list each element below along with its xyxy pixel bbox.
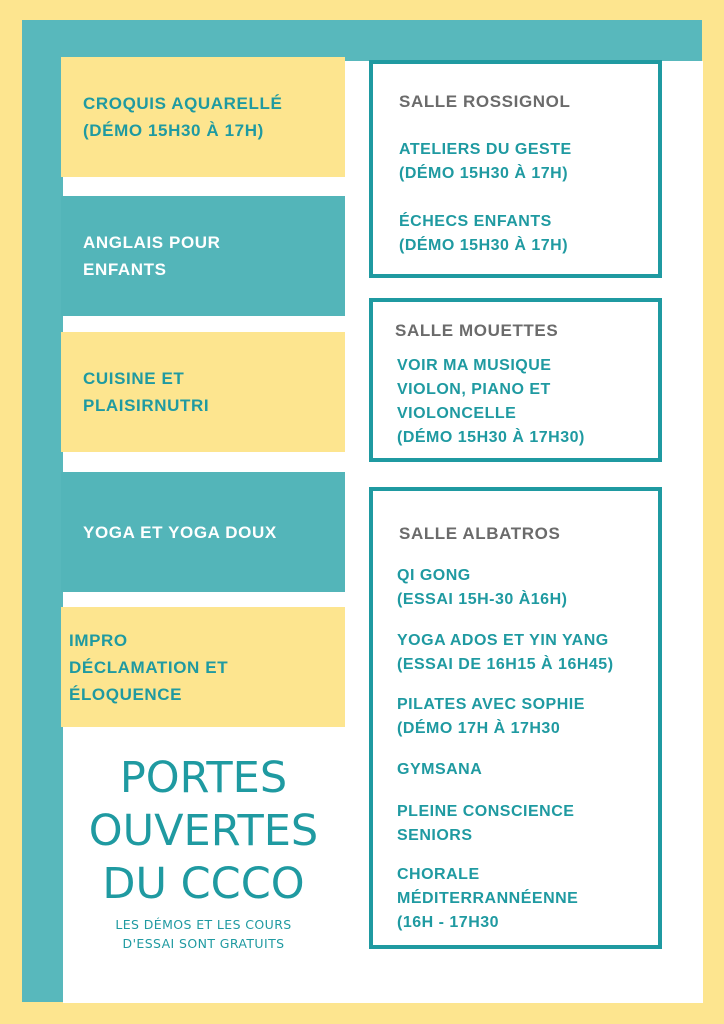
room-activity: ATELIERS DU GESTE (DÉMO 15H30 À 17H) (399, 141, 572, 182)
room-activity: QI GONG (ESSAI 15H-30 À16H) (397, 567, 568, 608)
room-title: SALLE ROSSIGNOL (399, 92, 571, 111)
room-box-albatros (369, 487, 662, 949)
room-activity: GYMSANA (397, 761, 483, 778)
room-activity: PLEINE CONSCIENCE SENIORS (397, 803, 575, 844)
activity-label: CUISINE ET PLAISIRNUTRI (83, 369, 210, 415)
room-title: SALLE MOUETTES (395, 321, 559, 340)
room-activity: VOIR MA MUSIQUE VIOLON, PIANO ET VIOLONCELLE (DÉMO 15H30 À 17H30) (397, 357, 585, 446)
activity-card-anglais (61, 196, 345, 316)
subtitle-line: LES DÉMOS ET LES COURS (115, 917, 292, 932)
title-line: PORTES (119, 753, 288, 803)
room-title: SALLE ALBATROS (399, 524, 561, 543)
activity-label: IMPRO DÉCLAMATION ET ÉLOQUENCE (69, 630, 229, 704)
title-line: OUVERTES (88, 806, 319, 856)
activity-card-yoga (61, 472, 345, 592)
poster-title (61, 752, 346, 911)
title-line: DU CCCO (102, 859, 305, 909)
activity-label: YOGA ET YOGA DOUX (83, 522, 277, 542)
room-activity: CHORALE MÉDITERRANNÉENNE (16H - 17H30 (397, 866, 579, 931)
activity-card-cuisine (61, 332, 345, 452)
room-box-mouettes (369, 298, 662, 462)
room-activity: PILATES AVEC SOPHIE (DÉMO 17H À 17H30 (397, 696, 585, 737)
activity-label: ANGLAIS POUR ENFANTS (83, 233, 221, 279)
room-activity: ÉCHECS ENFANTS (DÉMO 15H30 À 17H) (399, 213, 569, 254)
subtitle-line: D'ESSAI SONT GRATUITS (122, 936, 285, 951)
room-activity: YOGA ADOS ET YIN YANG (ESSAI DE 16H15 À 16H45) (397, 632, 614, 673)
activity-label: CROQUIS AQUARELLÉ (DÉMO 15H30 À 17H) (83, 94, 283, 140)
activity-card-impro (61, 607, 345, 727)
room-box-rossignol (369, 60, 662, 278)
poster-subtitle (61, 915, 346, 953)
activity-card-croquis (61, 57, 345, 177)
